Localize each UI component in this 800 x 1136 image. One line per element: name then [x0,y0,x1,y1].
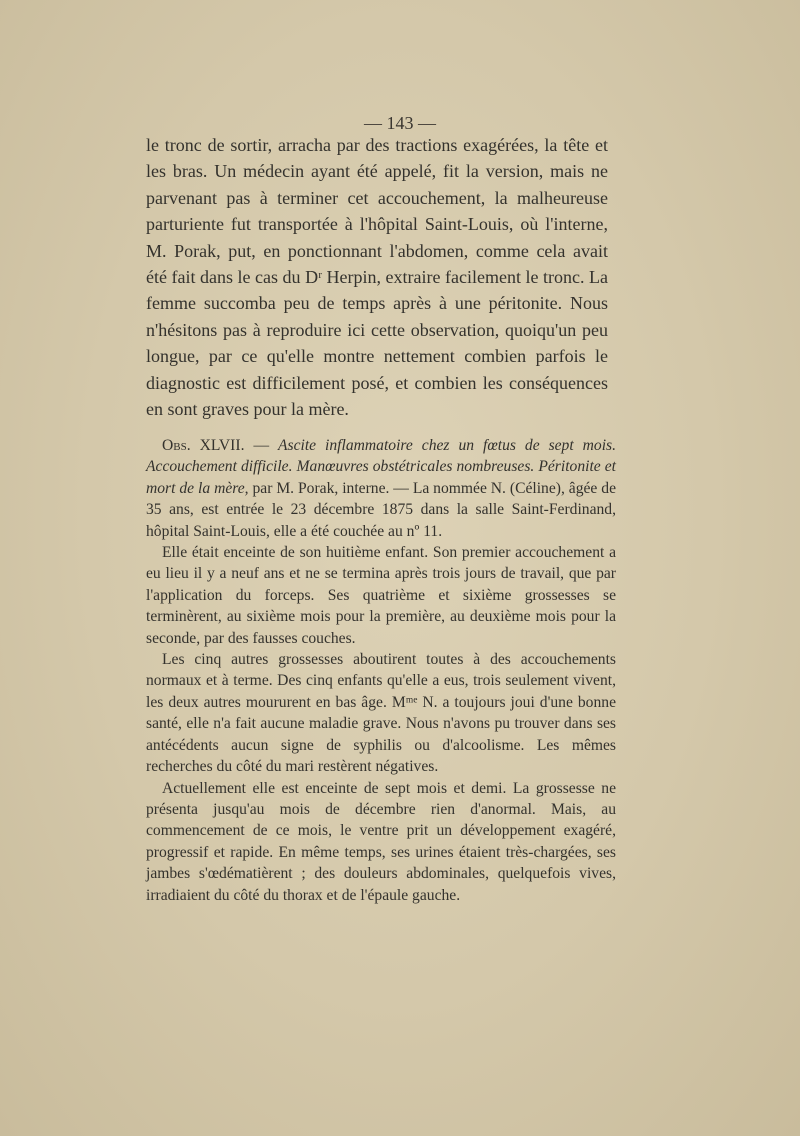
observation-paragraph-2: Les cinq autres grossesses aboutirent toutes à des accouchements normaux et à terme. Des cinq enfants qu'elle a eus, trois seulement vivent, les deux autres moururent en bas âge. Mᵐᵉ N. a toujours joui d'une bonne santé, elle n'a fait aucune maladie grave. Nous n'avons pu trouver dans ses antécédents aucun signe de syphilis ou d'alcoolisme. Les mêmes recherches du côté du mari restèrent négatives. [146,651,616,776]
observation-paragraph-3: Actuellement elle est enceinte de sept mois et demi. La grossesse ne présenta jusqu'au mois de décembre rien d'anormal. Mais, au commencement de ce mois, le ventre prit un développement exagéré, progressif et rapide. En même temps, ses urines étaient très-chargées, ses jambes s'œdématièrent ; des douleurs abdominales, quelquefois vives, irradiaient du côté du thorax et de l'épaule gauche. [146,779,616,904]
observation-dash: — [244,437,278,454]
observation-title: Ascite inflammatoire chez un fœtus de sept mois. Accouchement difficile. Manœuvres obstétricales nombreuses. Péritonite et mort de la mère, [146,437,617,497]
main-paragraph: le tronc de sortir, arracha par des tractions exagérées, la tête et les bras. Un médecin ayant été appelé, fit la version, mais ne parvenant pas à terminer cet accouchement, la malheureuse parturiente fut transportée à l'hôpital Saint-Louis, où l'interne, M. Porak, put, en ponctionnant l'abdomen, comme cela avait été fait dans le cas du Dʳ Herpin, extraire facilement le tronc. La femme succomba peu de temps après à une péritonite. Nous n'hésitons pas à reproduire ici cette observation, quoiqu'un peu longue, par ce qu'elle montre nettement combien parfois le diagnostic est difficilement posé, et combien les conséquences en sont graves pour la mère. [146,135,608,420]
observation-intro: par M. Porak, interne. — La nommée N. (Céline), âgée de 35 ans, est entrée le 23 décembre 1875 dans la salle Saint-Ferdinand, hôpital Saint-Louis, elle a été couchée au nº 11. [146,479,616,540]
observation-heading [146,435,616,542]
observation-block [146,435,616,906]
observation-paragraph-1: Elle était enceinte de son huitième enfant. Son premier accouchement a eu lieu il y a neuf ans et ne se termina après trois jours de travail, que par l'application du forceps. Ses quatrième et sixième grossesses se terminèrent, au sixième mois pour la première, au deuxième mois pour la seconde, par des fausses couches. [146,544,616,647]
main-text-block [146,132,608,422]
page-number: — 143 — [364,113,436,133]
observation-number: Obs. XLVII. [162,437,245,454]
